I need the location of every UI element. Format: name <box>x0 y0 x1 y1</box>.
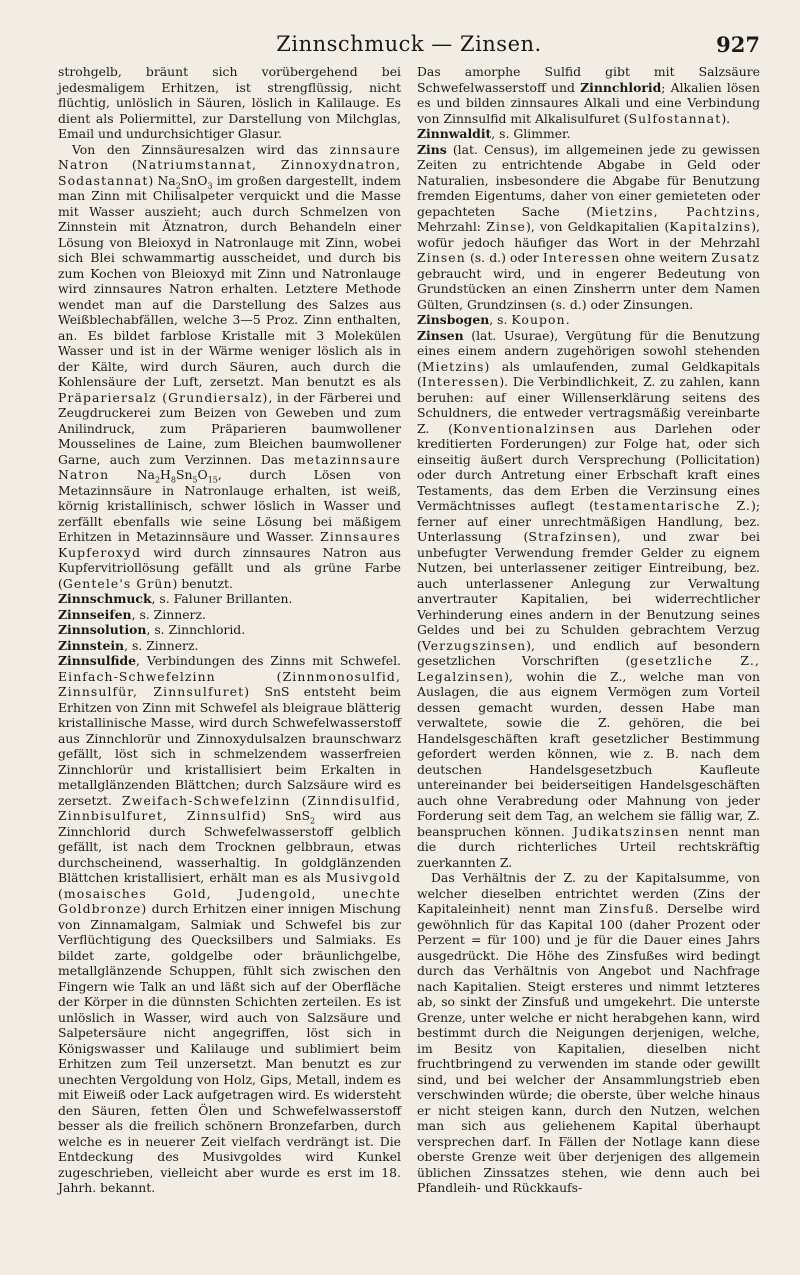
text-run: Sn <box>175 467 193 482</box>
entry-headword: Zinnschmuck <box>58 591 152 606</box>
spaced-term: Präpariersalz (Grundiersalz) <box>58 389 269 405</box>
entry-headword: Zinnseifen <box>58 606 132 622</box>
text-run: ). <box>721 110 731 126</box>
text-run: ), wohin die Z., welche man von Auslagen, die aus eignem Vermögen zum Vorteil dessen gemacht wurden, dessen Habe man verwaltete, sowie die Z. gehören, die bei Handelsgeschäften kraft gesetzlicher Bestimmung gefordert werden können, wie z. B. nach dem deutschen Handelsgesetzbuch Kaufleute untereinander bei beiderseitigen Handelsgeschäften auch ohne Verabredung oder Mahnung von jeder Forderung seit dem Tag, an welchem sie fällig war, Z. beanspruchen können. <box>417 668 760 839</box>
spaced-term: Zweifach-Schwefelzinn (Zinndisulfid, Zinnbisulfuret, Zinnsulfid) <box>58 792 402 823</box>
paragraph <box>58 64 401 142</box>
text-columns <box>58 64 760 1196</box>
spaced-term: Gentele's Grün <box>62 575 173 591</box>
spaced-term: Koupon <box>511 312 566 327</box>
text-run: ), von Geldkapitalien ( <box>525 219 670 234</box>
text-run: ; Alkalien lösen es und bilden zinnsaures Alkali und eine Verbindung von Zinnsulfid mit Alkalisulfuret ( <box>417 79 760 126</box>
text-run: wird durch zinnsaures Natron aus Kupfervitriollösung gefällt und als grüne Farbe ( <box>58 544 401 591</box>
paragraph <box>417 870 760 1196</box>
text-run: , s. Zinnchlorid. <box>146 622 246 637</box>
text-run: SnO <box>180 172 208 188</box>
text-run: , in der Färberei und Zeugdruckerei zum Beizen von Geweben und zum Anilindruck, zum Präparieren baumwollener Mousselines de Laine, zum Bleichen baumwollener Garne, auch zum Verzinnen. Das <box>58 389 401 467</box>
running-title: Zinnschmuck — Zinsen. <box>276 32 542 56</box>
text-run: . <box>565 312 570 327</box>
paragraph <box>58 591 401 607</box>
text-run: Na <box>109 467 155 482</box>
spaced-term: Zinnsaures Kupferoxyd <box>58 529 401 560</box>
page-number: 927 <box>716 32 760 57</box>
paragraph <box>417 126 760 142</box>
paragraph <box>417 64 760 126</box>
text-run: , s. Zinnerz. <box>124 637 199 653</box>
text-run: Von den Zinnsäuresalzen wird das <box>72 141 330 157</box>
text-run: Das amorphe Sulfid gibt mit Salzsäure Schwefelwasserstoff und <box>417 64 760 95</box>
spaced-term: metazinnsaure Natron <box>58 451 401 482</box>
spaced-term: Natriumstannat, Zinnoxydnatron, Sodastannat <box>58 157 401 188</box>
spaced-term: Musivgold (mosaisches Gold, Judengold, unechte Goldbronze) <box>58 870 401 916</box>
spaced-term: Interessen <box>542 250 621 265</box>
text-run: SnS <box>267 808 311 823</box>
spaced-term: Judikatszinsen <box>573 823 680 839</box>
text-run: wird aus Zinnchlorid durch Schwefelwasserstoff gelblich gefällt, ist nach dem Trocknen gelbbraun, etwas durchscheinend, wasserhaltig. In goldglänzenden Blättchen kristallisiert, erhält man es als <box>58 808 401 885</box>
paragraph <box>417 328 760 871</box>
text-run: . Derselbe wird gewöhnlich für das Kapital 100 (daher Prozent oder Perzent = für 100) und je für die Dauer eines Jahrs ausgedrückt. Die Höhe des Zinsfußes wird bedingt durch das Verhältnis von Angebot und Nachfrage nach Kapitalien. Steigt ersteres und nimmt letzteres ab, so sinkt der Zinsfuß und umgekehrt. Die unterste Grenze, unter welche er nicht herabgehen kann, wird bestimmt durch die Neigungen derjenigen, welche, im Besitz von Kapitalien, dieselben nicht fruchtbringend zu verwenden im stande oder gewillt sind, und bei welcher der Ansammlungstrieb eben verschwinden würde; die oberste, über welche hinaus er nicht steigen kann, durch den Nutzen, welchen man sich aus geliehenem Kapital überhaupt versprechen darf. In Fällen der Notlage kann diese oberste Grenze weit über derjenigen des allgemein üblichen Zinssatzes stehen, wie denn auch bei Pfandleih- und Rückkaufs- <box>417 901 760 1195</box>
text-run: im großen dargestellt, indem man Zinn mit Chilisalpeter verquickt und die Masse mit Wasser auszieht; auch durch Schmelzen von Zinnstein mit Ätznatron, durch Behandeln einer Lösung von Bleioxyd in Natronlauge mit Zinn, wobei sich Blei schwammartig ausscheidet, und durch bis zum Kochen von Bleioxyd mit Zinn und Natronlauge wird zinnsaures Natron erhalten. Letztere Methode wendet man auf die Darstellung des Salzes aus Weißblechabfällen, welche 3—5 Proz. Zinn enthalten, an. Es bildet farblose Kristalle mit 3 Molekülen Wasser und ist in der Wärme weniger löslich als in der Kälte, wird durch Säuren, auch durch die Kohlensäure der Luft, zersetzt. Man benutzt es als <box>58 172 401 389</box>
formula-subscript: 5 <box>192 475 198 485</box>
paragraph <box>58 607 401 623</box>
text-run: , s. <box>489 312 512 327</box>
entry-headword: Zinnwaldit <box>417 126 492 141</box>
text-run: O <box>197 467 208 482</box>
text-run: durch Erhitzen einer innigen Mischung von Zinnamalgam, Salmiak und Schwefel bis zur Verflüchtigung des Quecksilbers und Salmiaks. Es bildet zarte, goldgelbe oder bräunlichgelbe, metallglänzende Schuppen, fühlt sich zwischen den Fingern wie Talk an und läßt sich auf der Oberfläche der Körper in die dünnsten Schichten zerteilen. Es ist unlöslich in Wasser, wird auch von Salzsäure und Salpetersäure nicht angegriffen, löst sich in Königswasser und Kalilauge und sublimiert beim Erhitzen zum Teil unzersetzt. Man benutzt es zur unechten Vergoldung von Holz, Gips, Metall, indem es mit Eiweiß oder Lack aufgetragen wird. Es widersteht den Säuren, fetten Ölen und Schwefelwasserstoff besser als die freilich schönern Bronzefarben, durch welche es in neuerer Zeit vielfach verdrängt ist. Die Entdeckung des Musivgoldes wird Kunkel zugeschrieben, vielleicht aber wurde es erst im 18. Jahrh. bekannt. <box>58 901 401 1195</box>
formula-subscript: 2 <box>154 475 161 485</box>
text-run: , durch Lösen von Metazinnsäure in Natronlauge erhalten, ist weiß, körnig kristallinisch, schwer löslich in Wasser und zerfällt ebenfalls wie seine Lösung bei mäßigem Erhitzen in Metazinnsäure und Wasser. <box>58 467 401 544</box>
left-column <box>58 64 401 1196</box>
formula-subscript: 8 <box>170 475 176 485</box>
formula-subscript: 15 <box>207 475 218 485</box>
formula-subscript: 3 <box>207 180 213 190</box>
formula-subscript: 2 <box>310 816 316 826</box>
page-header <box>58 24 760 64</box>
spaced-term: Konventionalzinsen <box>452 420 596 436</box>
text-run: ohne weitern <box>620 250 712 265</box>
text-run: , s. Glimmer. <box>491 126 571 141</box>
text-run: ). Die Verbindlichkeit, Z. zu zahlen, kann beruhen: auf einer Willenserklärung seitens des Schuldners, die entweder vertragsmäßig vereinbarte Z. ( <box>417 374 760 436</box>
entry-headword: Zinnstein <box>58 637 125 653</box>
entry-headword: Zinsbogen <box>417 312 490 327</box>
text-run: (lat. Census), im allgemeinen jede zu gewissen Zeiten zu entrichtende Abgabe in Geld oder Naturalien, insbesondere die Abgabe für Benutzung fremden Eigentums, daher von einer gemieteten oder gepachteten Sache ( <box>417 141 760 219</box>
spaced-term: Kapitalzins <box>669 219 752 234</box>
text-run: (s. d.) oder <box>465 250 543 265</box>
spaced-term: zinnsaure Natron <box>58 141 401 172</box>
spaced-term: Mietzins, Pachtzins <box>591 203 757 219</box>
spaced-term: Strafzinsen <box>528 529 612 544</box>
text-run: ), und zwar bei unbefugter Verwendung fremder Gelder zu eignem Nutzen, bei unterlassener zeitiger Eintreibung, bez. auch unterlassener Anlegung zur Verwaltung anvertrauter Kapitalien, bei widerrechtlicher Verhinderung eines andern in der Benutzung seines Geldes und bei zu Schulden gebrachtem Verzug ( <box>417 529 761 653</box>
entry-headword: Zinnsulfide <box>58 653 137 668</box>
spaced-term: Interessen <box>421 374 500 389</box>
spaced-term: gesetzliche Z., Legalzinsen <box>417 653 760 684</box>
text-run: nennt man die durch richterliches Urteil rechtskräftig zuerkannten Z. <box>417 823 760 870</box>
spaced-term: Verzugszinsen <box>421 637 527 653</box>
text-run: ), wofür jedoch häufiger das Wort in der Mehrzahl <box>417 219 760 250</box>
entry-headword: Zins <box>417 141 447 157</box>
spaced-term: Zinse <box>486 219 526 234</box>
right-column <box>417 64 760 1196</box>
text-run: strohgelb, bräunt sich vorübergehend bei jedesmaligem Erhitzen, ist strengflüssig, nicht flüchtig, unlöslich in Säuren, löslich in Kalilauge. Es dient als Poliermittel, zur Darstellung von Milchglas, Email und undurchsichtiger Glasur. <box>58 64 401 141</box>
entry-headword: Zinsen <box>417 327 464 343</box>
text-run: ); ferner auf einer unrechtmäßigen Handlung, bez. Unterlassung ( <box>417 498 760 544</box>
paragraph <box>58 653 401 1196</box>
text-run: aus Darlehen oder kreditierten Forderungen) zur Folge hat, oder sich einseitig äußert durch Versprechung (Pollicitation) oder durch Antretung einer Erbschaft kraft eines Testaments, das dem Erben die Verzinsung eines Vermächtnisses auflegt ( <box>417 420 760 513</box>
spaced-term: Sulfostannat <box>628 110 722 126</box>
text-run: , s. Faluner Brillanten. <box>151 591 293 606</box>
text-run: ), und endlich auf besondern gesetzlichen Vorschriften ( <box>417 637 760 668</box>
paragraph <box>417 312 760 328</box>
text-run: ) benutzt. <box>172 575 233 591</box>
paragraph <box>58 638 401 654</box>
text-run: ( <box>109 157 137 172</box>
text-run: , Mehrzahl: <box>417 203 760 234</box>
text-run: Das Verhältnis der Z. zu der Kapitalsumme, von welcher dieselben entrichtet werden (Zins der Kapitaleinheit) nennt man <box>417 870 760 916</box>
paragraph <box>58 142 401 592</box>
spaced-term: Zinsfuß <box>599 901 655 916</box>
text-run: ) als umlaufenden, zumal Geldkapitals ( <box>417 358 760 389</box>
text-run: , Verbindungen des Zinns mit Schwefel. <box>136 653 401 668</box>
spaced-term: Zinsen <box>417 250 466 265</box>
entry-headword: Zinnsolution <box>58 622 147 637</box>
spaced-term: Einfach-Schwefelzinn (Zinnmonosulfid, Zinnsulfür, Zinnsulfuret) <box>58 668 401 699</box>
text-run: SnS entsteht beim Erhitzen von Zinn mit Schwefel als bleigraue blätterig kristallinische Masse, wird durch Schwefelwasserstoff aus Zinnchlorür und Zinnoxydulsalzen braunschwarz gefällt, löst sich in schmelzendem wasserfreien Zinnchlorür und kristallisiert beim Erkalten in metallglänzenden Blättchen; durch Salzsäure wird es zersetzt. <box>58 684 401 808</box>
text-run: (lat. Usurae), Vergütung für die Benutzung eines einem andern zugehörigen sowohl stehenden ( <box>417 327 760 374</box>
text-run: H <box>160 467 171 482</box>
entry-headword: Zinnchlorid <box>580 79 662 95</box>
text-run: ) Na <box>148 172 176 188</box>
spaced-term: Zusatz <box>711 250 760 265</box>
paragraph <box>58 622 401 638</box>
text-run: gebraucht wird, und in engerer Bedeutung von Grundstücken an einen Zinsherrn unter dem Namen Gülten, Grundzinsen (s. d.) oder Zinsungen. <box>417 265 760 312</box>
text-run: , s. Zinnerz. <box>131 606 206 622</box>
spaced-term: testamentarische Z. <box>593 498 751 513</box>
spaced-term: Mietzins <box>421 358 485 374</box>
paragraph <box>417 142 760 313</box>
formula-subscript: 2 <box>175 180 181 190</box>
